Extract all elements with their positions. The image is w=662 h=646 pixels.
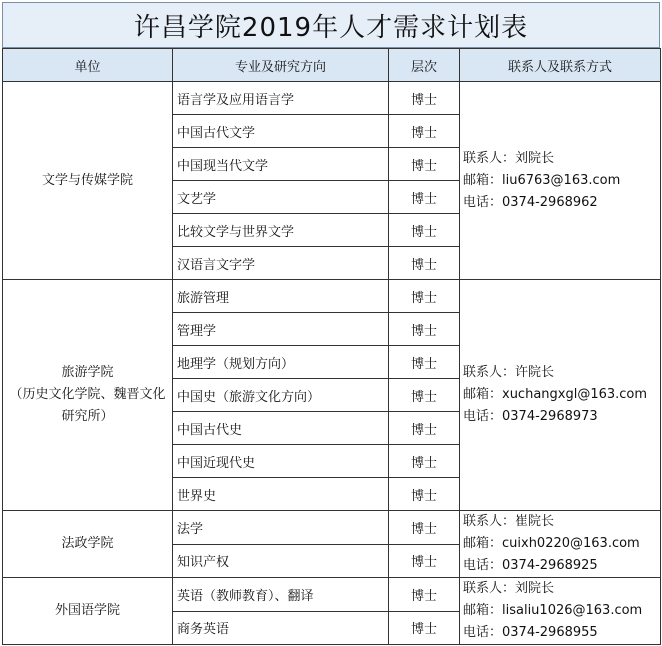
contact-email: 邮箱：lisaliu1026@163.com <box>463 603 643 618</box>
contact-email: 邮箱：xuchangxgl@163.com <box>463 387 648 402</box>
contact-email: 邮箱：cuixh0220@163.com <box>463 536 640 551</box>
major-cell: 英语（教师教育）、翻译 <box>173 578 389 612</box>
contact-cell <box>460 578 661 645</box>
level-cell: 博士 <box>389 412 460 445</box>
header-major: 专业及研究方向 <box>173 49 389 82</box>
level-cell: 博士 <box>389 280 460 313</box>
header-unit: 单位 <box>3 49 173 82</box>
major-cell: 地理学（规划方向） <box>173 346 389 379</box>
contact-phone: 电话：0374-2968925 <box>463 558 598 573</box>
level-cell: 博士 <box>389 578 460 612</box>
unit-cell <box>3 578 173 645</box>
level-cell: 博士 <box>389 445 460 478</box>
contact-person: 联系人：崔院长 <box>463 514 555 529</box>
major-cell: 汉语言文字学 <box>173 247 389 280</box>
table-row <box>3 578 661 612</box>
level-cell: 博士 <box>389 478 460 511</box>
contact-person: 联系人：刘院长 <box>463 581 555 596</box>
contact-cell <box>460 82 661 280</box>
table-header-row <box>3 49 661 82</box>
unit-name: （历史文化学院、魏晋文化 <box>9 387 166 402</box>
level-cell: 博士 <box>389 247 460 280</box>
major-cell: 中国史（旅游文化方向） <box>173 379 389 412</box>
contact-phone: 电话：0374-2968973 <box>463 409 598 424</box>
major-cell: 语言学及应用语言学 <box>173 82 389 115</box>
table-row <box>3 511 661 545</box>
header-contact: 联系人及联系方式 <box>460 49 661 82</box>
major-cell: 知识产权 <box>173 544 389 578</box>
major-cell: 文艺学 <box>173 181 389 214</box>
major-cell: 旅游管理 <box>173 280 389 313</box>
contact-cell <box>460 511 661 578</box>
level-cell: 博士 <box>389 379 460 412</box>
level-cell: 博士 <box>389 611 460 645</box>
unit-name: 旅游学院 <box>61 365 114 380</box>
major-cell: 世界史 <box>173 478 389 511</box>
header-level: 层次 <box>389 49 460 82</box>
talent-demand-table <box>2 48 661 645</box>
unit-name: 法政学院 <box>61 536 114 551</box>
contact-phone: 电话：0374-2968955 <box>463 625 598 640</box>
major-cell: 比较文学与世界文学 <box>173 214 389 247</box>
page-title: 许昌学院2019年人才需求计划表 <box>2 2 660 48</box>
level-cell: 博士 <box>389 214 460 247</box>
unit-name: 外国语学院 <box>54 603 120 618</box>
major-cell: 中国近现代史 <box>173 445 389 478</box>
level-cell: 博士 <box>389 115 460 148</box>
table-row <box>3 280 661 313</box>
major-cell: 中国现当代文学 <box>173 148 389 181</box>
major-cell: 管理学 <box>173 313 389 346</box>
level-cell: 博士 <box>389 82 460 115</box>
major-cell: 商务英语 <box>173 611 389 645</box>
unit-name: 文学与传媒学院 <box>41 172 133 188</box>
level-cell: 博士 <box>389 346 460 379</box>
major-cell: 法学 <box>173 511 389 545</box>
contact-person: 联系人：许院长 <box>463 365 555 380</box>
unit-cell <box>3 280 173 511</box>
contact-person: 联系人：刘院长 <box>463 150 555 166</box>
major-cell: 中国古代史 <box>173 412 389 445</box>
contact-cell <box>460 280 661 511</box>
level-cell: 博士 <box>389 511 460 545</box>
contact-email: 邮箱：liu6763@163.com <box>463 172 621 188</box>
level-cell: 博士 <box>389 148 460 181</box>
contact-phone: 电话：0374-2968962 <box>463 194 598 210</box>
table-body <box>3 82 661 645</box>
level-cell: 博士 <box>389 313 460 346</box>
table-row <box>3 82 661 115</box>
unit-cell <box>3 82 173 280</box>
level-cell: 博士 <box>389 544 460 578</box>
unit-cell <box>3 511 173 578</box>
level-cell: 博士 <box>389 181 460 214</box>
unit-name: 研究所） <box>61 409 114 424</box>
major-cell: 中国古代文学 <box>173 115 389 148</box>
